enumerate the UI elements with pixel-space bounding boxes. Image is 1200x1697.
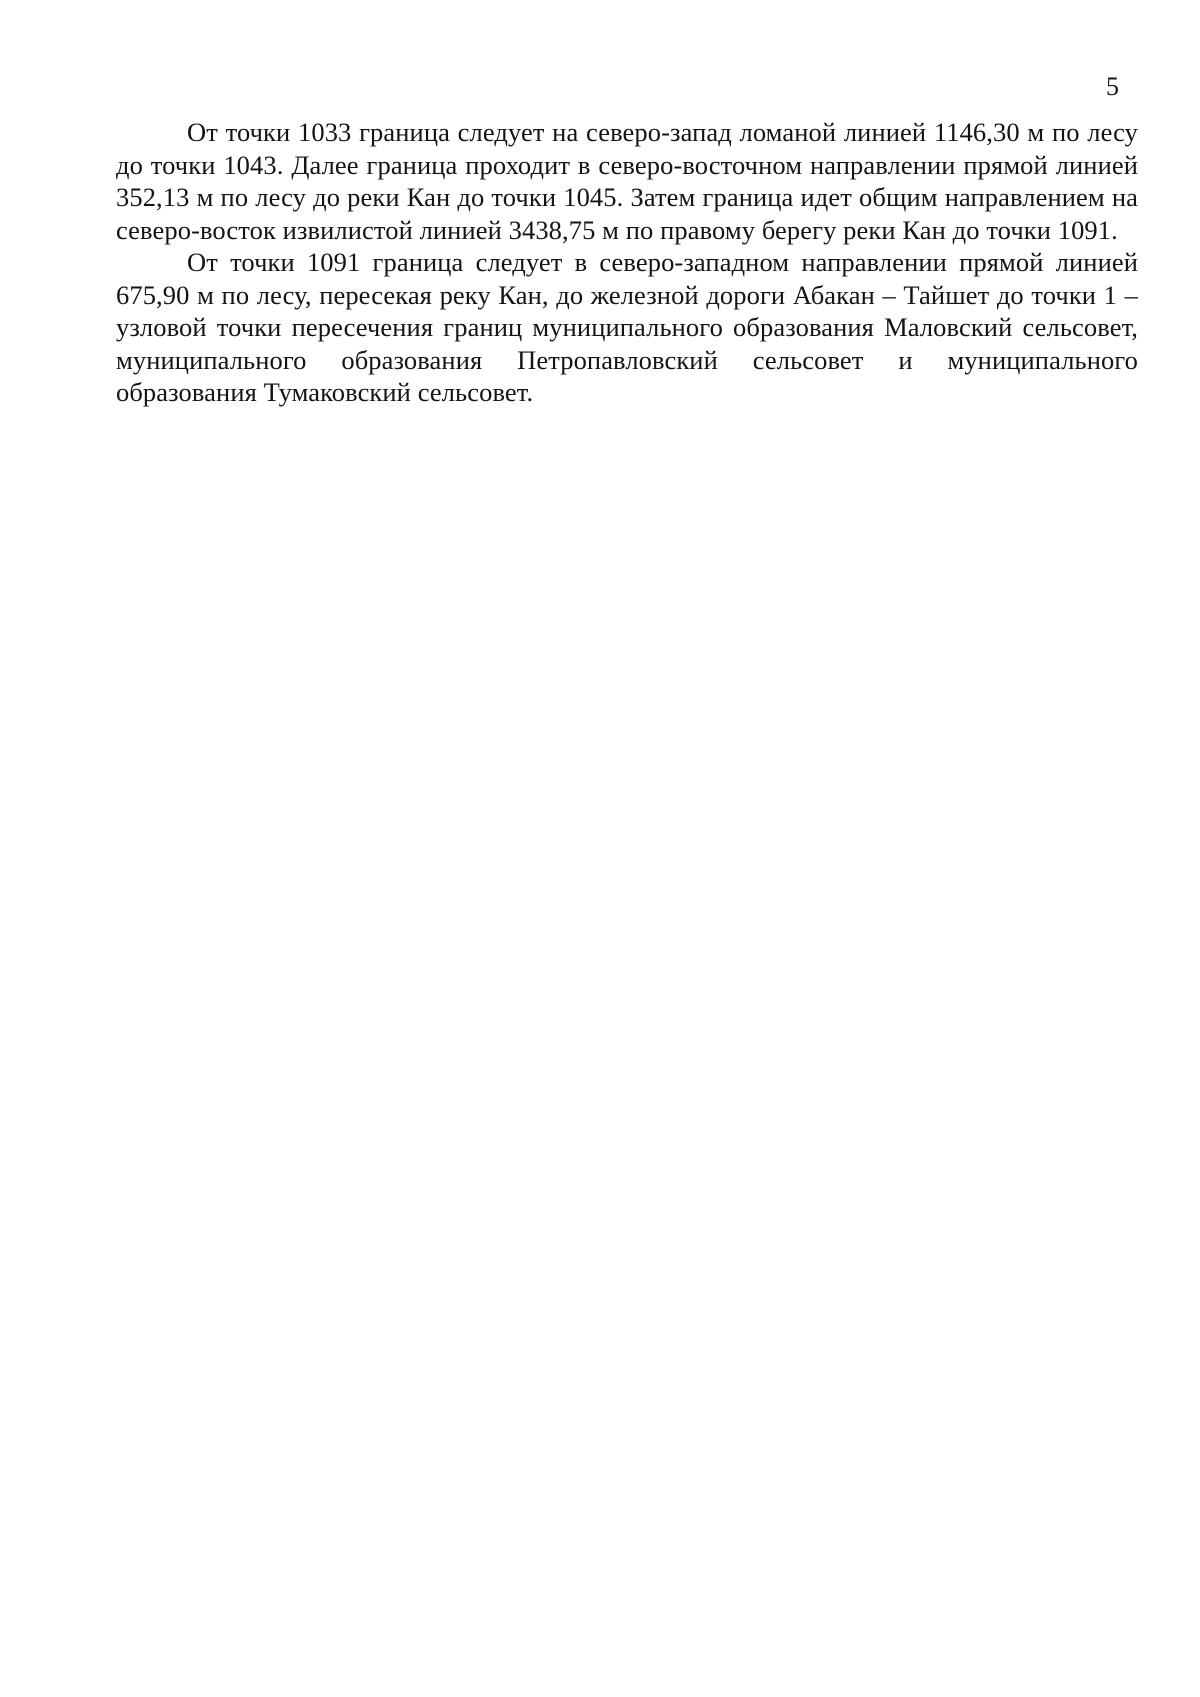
paragraph-2: От точки 1091 граница следует в северо-западном направлении прямой линией 675,90 м по лесу, пересекая реку Кан, до железной дороги Абакан – Тайшет до точки 1 – узловой точки пересечения границ муниципального образования Маловский сельсовет, муниципального образования Петропавловский сельсовет и муниципального образования Тумаковский сельсовет. [116, 247, 1138, 407]
document-body [116, 116, 1138, 409]
page-number: 5 [1106, 72, 1119, 101]
paragraph-1: От точки 1033 граница следует на северо-запад ломаной линией 1146,30 м по лесу до точки 1043. Далее граница проходит в северо-восточном направлении прямой линией 352,13 м по лесу до реки Кан до точки 1045. Затем граница идет общим направлением на северо-восток извилистой линией 3438,75 м по правому берегу реки Кан до точки 1091. [116, 117, 1138, 245]
